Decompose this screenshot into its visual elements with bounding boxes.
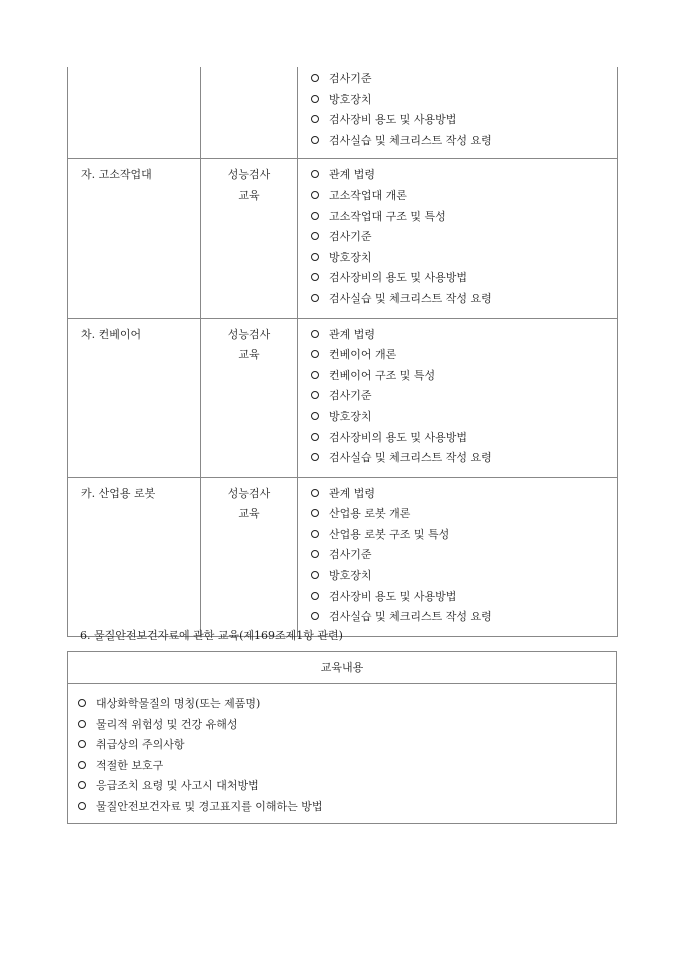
list-item-text: 검사실습 및 체크리스트 작성 요령 [329, 451, 492, 465]
circle-bullet-icon [311, 232, 319, 240]
circle-bullet-icon [311, 489, 319, 497]
list-item-text: 고소작업대 개론 [329, 188, 407, 202]
list-item-text: 검사실습 및 체크리스트 작성 요령 [329, 133, 492, 147]
list-item [78, 735, 616, 756]
list-item [311, 407, 617, 428]
course-name: 카. 산업용 로봇 [81, 486, 156, 500]
list-item [311, 484, 617, 505]
circle-bullet-icon [311, 330, 319, 338]
list-item [311, 186, 617, 207]
circle-bullet-icon [78, 740, 86, 748]
circle-bullet-icon [311, 509, 319, 517]
list-item [78, 797, 616, 818]
circle-bullet-icon [311, 191, 319, 199]
circle-bullet-icon [311, 115, 319, 123]
list-item-text: 물리적 위험성 및 건강 유해성 [96, 717, 238, 731]
list-item [311, 587, 617, 608]
circle-bullet-icon [311, 412, 319, 420]
circle-bullet-icon [311, 433, 319, 441]
list-item [311, 325, 617, 346]
list-item-text: 고소작업대 구조 및 특성 [329, 209, 446, 223]
course-name-cell [68, 159, 201, 318]
course-name-cell [68, 318, 201, 477]
circle-bullet-icon [311, 391, 319, 399]
list-item [78, 694, 616, 715]
list-item-text: 적절한 보호구 [96, 758, 164, 772]
table-row [68, 477, 618, 636]
circle-bullet-icon [78, 781, 86, 789]
education-type-line: 교육 [238, 188, 260, 202]
list-item-text: 검사기준 [329, 548, 372, 562]
list-item-text: 물질안전보건자료 및 경고표지를 이해하는 방법 [96, 799, 323, 813]
education-type-line: 성능검사 [227, 168, 271, 182]
list-item-text: 취급상의 주의사항 [96, 738, 185, 751]
list-item-text: 대상화학물질의 명칭(또는 제품명) [96, 697, 261, 710]
list-item [311, 525, 617, 546]
list-item [311, 386, 617, 407]
list-item-text: 검사기준 [329, 389, 372, 403]
list-item-text: 검사실습 및 체크리스트 작성 요령 [329, 610, 492, 624]
table-row [68, 67, 618, 159]
list-item-text: 검사장비의 용도 및 사용방법 [329, 430, 468, 444]
list-item-text: 검사기준 [329, 72, 372, 85]
section-6-title: 6. 물질안전보건자료에 관한 교육(제169조제1항 관련) [80, 629, 343, 642]
list-item-text: 방호장치 [329, 92, 372, 106]
list-item [311, 227, 617, 248]
list-item [311, 90, 617, 111]
circle-bullet-icon [78, 720, 86, 728]
education-type-cell [201, 318, 298, 477]
circle-bullet-icon [311, 612, 319, 620]
list-item-text: 관계 법령 [329, 486, 376, 500]
education-items-cell [298, 318, 618, 477]
circle-bullet-icon [311, 170, 319, 178]
circle-bullet-icon [311, 212, 319, 220]
circle-bullet-icon [311, 95, 319, 103]
list-item [311, 289, 617, 310]
list-item [311, 165, 617, 186]
circle-bullet-icon [311, 273, 319, 281]
list-item-text: 검사장비 용도 및 사용방법 [329, 589, 457, 603]
list-item-text: 검사장비 용도 및 사용방법 [329, 113, 457, 127]
list-item [78, 776, 616, 797]
circle-bullet-icon [311, 371, 319, 379]
list-item [311, 428, 617, 449]
list-item-text: 검사장비의 용도 및 사용방법 [329, 271, 468, 285]
education-type-line: 교육 [238, 348, 260, 362]
circle-bullet-icon [311, 136, 319, 144]
list-item [311, 566, 617, 587]
list-item [311, 607, 617, 628]
circle-bullet-icon [311, 550, 319, 558]
list-item-text: 검사기준 [329, 230, 372, 244]
list-item-text: 관계 법령 [329, 327, 376, 341]
circle-bullet-icon [311, 453, 319, 461]
list-item-text: 검사실습 및 체크리스트 작성 요령 [329, 291, 492, 305]
education-type-cell [201, 67, 298, 159]
list-item-text: 방호장치 [329, 250, 372, 264]
course-name-cell [68, 67, 201, 159]
list-item-text: 산업용 로봇 구조 및 특성 [329, 527, 450, 541]
list-item [311, 504, 617, 525]
education-items-cell [298, 159, 618, 318]
list-item [311, 268, 617, 289]
list-item-text: 관계 법령 [329, 168, 376, 182]
education-type-line: 성능검사 [227, 327, 271, 341]
list-item [311, 131, 617, 152]
list-item [311, 545, 617, 566]
list-item [78, 715, 616, 736]
list-item [311, 207, 617, 228]
circle-bullet-icon [311, 592, 319, 600]
course-name: 자. 고소작업대 [81, 168, 152, 182]
list-item-text: 산업용 로봇 개론 [329, 507, 411, 521]
circle-bullet-icon [78, 699, 86, 707]
list-item [78, 756, 616, 777]
circle-bullet-icon [311, 530, 319, 538]
list-item [311, 366, 617, 387]
list-item-text: 방호장치 [329, 409, 372, 423]
circle-bullet-icon [78, 761, 86, 769]
list-item-text: 방호장치 [329, 569, 372, 583]
list-item-text: 컨베이어 개론 [329, 348, 397, 362]
circle-bullet-icon [78, 802, 86, 810]
education-content-header: 교육내용 [68, 652, 616, 684]
msds-education-table [67, 651, 617, 824]
list-item [311, 69, 617, 90]
circle-bullet-icon [311, 294, 319, 302]
education-content-list [68, 684, 616, 823]
list-item-text: 응급조치 요령 및 사고시 대처방법 [96, 779, 259, 792]
education-type-line: 성능검사 [227, 486, 271, 500]
course-name: 차. 컨베이어 [81, 327, 142, 341]
list-item-text: 컨베이어 구조 및 특성 [329, 368, 436, 382]
education-table [67, 67, 618, 637]
education-items-cell [298, 67, 618, 159]
education-type-cell [201, 159, 298, 318]
list-item [311, 110, 617, 131]
education-type-cell [201, 477, 298, 636]
list-item [311, 448, 617, 469]
circle-bullet-icon [311, 253, 319, 261]
education-items-cell [298, 477, 618, 636]
list-item [311, 248, 617, 269]
circle-bullet-icon [311, 571, 319, 579]
circle-bullet-icon [311, 74, 319, 82]
table-row [68, 318, 618, 477]
circle-bullet-icon [311, 350, 319, 358]
list-item [311, 345, 617, 366]
education-type-line: 교육 [238, 507, 260, 521]
course-name-cell [68, 477, 201, 636]
table-row [68, 159, 618, 318]
